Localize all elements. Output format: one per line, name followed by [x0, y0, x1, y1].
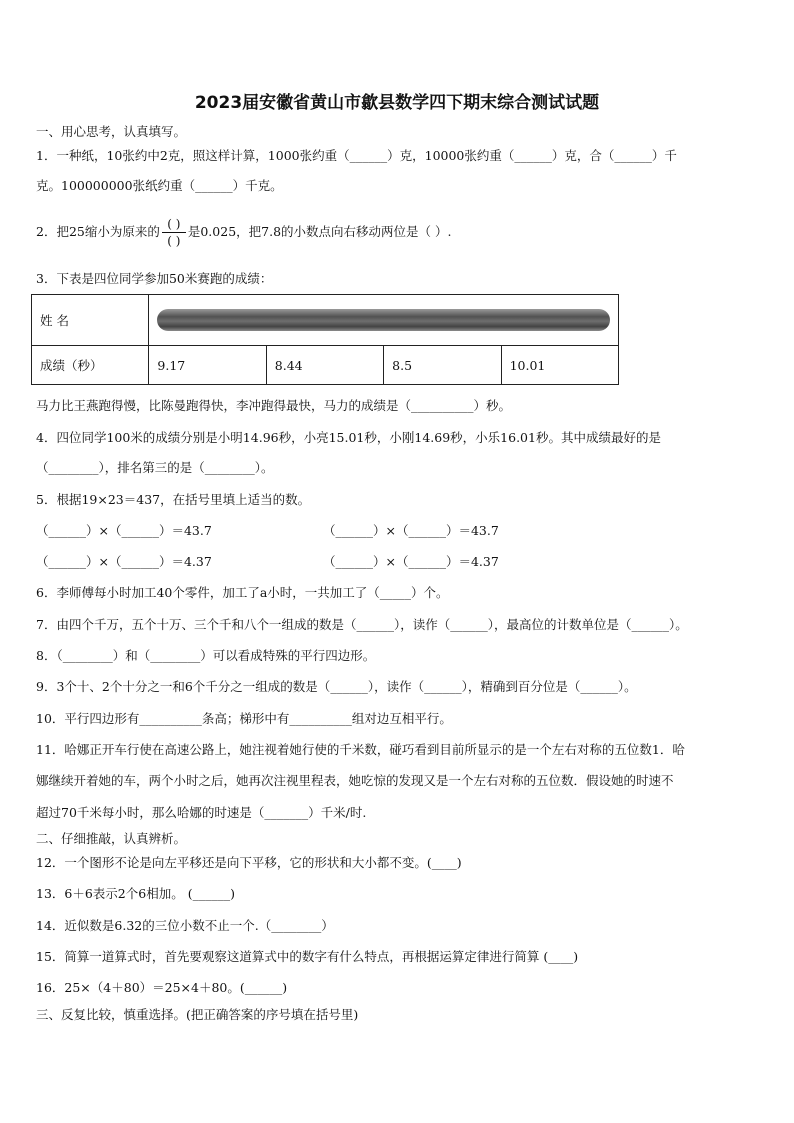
- score-header-cell: 成绩（秒）: [32, 346, 149, 385]
- q13: 13．6＋6表示2个6相加。 (______): [36, 886, 235, 901]
- q3-followup: 马力比王燕跑得慢，比陈曼跑得快，李冲跑得最快，马力的成绩是（__________）秒。: [36, 398, 512, 413]
- q2-fraction-top: ( ): [167, 217, 181, 231]
- race-results-table: [31, 294, 619, 385]
- q3-intro: 3．下表是四位同学参加50米赛跑的成绩：: [36, 271, 273, 286]
- score-cell: 8.5: [384, 346, 501, 385]
- q7: 7．由四个千万，五个十万、三个千和八个一组成的数是（______），读作（______），最高位的计数单位是（______）。: [36, 617, 688, 632]
- page-title: 2023届安徽省黄山市歙县数学四下期末综合测试试题: [194, 93, 600, 113]
- q1-line1: 1．一种纸，10张约中2克，照这样计算，1000张约重（______）克，10000张约重（______）克，合（______）千: [36, 148, 677, 163]
- q2-fraction-bottom: ( ): [167, 234, 181, 248]
- q12: 12．一个图形不论是向左平移还是向下平移，它的形状和大小都不变。(____): [36, 855, 462, 870]
- q10: 10．平行四边形有__________条高；梯形中有__________组对边互相平行。: [36, 711, 452, 726]
- q5-row2-left: （______）×（______）＝4.37: [36, 554, 212, 569]
- q2: [36, 214, 451, 250]
- section-2-heading: 二、仔细推敲，认真辨析。: [36, 831, 187, 846]
- q11-line2: 娜继续开着她的车，两个小时之后，她再次注视里程表，她吃惊的发现又是一个左右对称的五位数．假设她的时速不: [36, 773, 674, 788]
- q2-fraction: [162, 217, 186, 248]
- section-1-heading: 一、用心思考，认真填写。: [36, 124, 187, 139]
- score-cell: 8.44: [266, 346, 383, 385]
- score-cell: 10.01: [501, 346, 618, 385]
- q1-line2: 克。100000000张纸约重（______）千克。: [36, 178, 283, 193]
- score-cell: 9.17: [149, 346, 266, 385]
- q11-line3: 超过70千米每小时，那么哈娜的时速是（_______）千米/时.: [36, 805, 367, 820]
- q16: 16．25×（4＋80）＝25×4＋80。(______): [36, 980, 288, 995]
- q5-row1-right: （______）×（______）＝43.7: [323, 523, 499, 538]
- q11-line1: 11．哈娜正开车行使在高速公路上，她注视着她行使的千米数，碰巧看到目前所显示的是一个左右对称的五位数1．哈: [36, 742, 685, 757]
- q5-row1-left: （______）×（______）＝43.7: [36, 523, 212, 538]
- q14: 14．近似数是6.32的三位小数不止一个.（________）: [36, 918, 334, 933]
- q5-intro: 5．根据19×23＝437，在括号里填上适当的数。: [36, 492, 311, 507]
- q15: 15．简算一道算式时，首先要观察这道算式中的数字有什么特点，再根据运算定律进行简算 (____): [36, 949, 579, 964]
- q5-row2-right: （______）×（______）＝4.37: [323, 554, 499, 569]
- q2-text-before: 2．把25缩小为原来的: [36, 224, 160, 239]
- q8: 8．（________）和（________）可以看成特殊的平行四边形。: [36, 648, 376, 663]
- q9: 9．3个十、2个十分之一和6个千分之一组成的数是（______），读作（______），精确到百分位是（______）。: [36, 679, 637, 694]
- names-cell-obscured: [149, 295, 619, 346]
- fraction-bar: [162, 232, 186, 233]
- section-3-heading: 三、反复比较，慎重选择。(把正确答案的序号填在括号里): [36, 1007, 359, 1022]
- obscured-names-smudge: [157, 309, 610, 331]
- q4-line2: （________），排名第三的是（________）。: [36, 460, 274, 475]
- q4-line1: 4．四位同学100米的成绩分别是小明14.96秒，小亮15.01秒，小刚14.69秒，小乐16.01秒。其中成绩最好的是: [36, 430, 661, 445]
- q2-text-after: 是0.025，把7.8的小数点向右移动两位是（ ）.: [187, 224, 452, 239]
- name-header-cell: 姓 名: [32, 295, 149, 346]
- q6: 6．李师傅每小时加工40个零件，加工了a小时，一共加工了（_____）个。: [36, 585, 449, 600]
